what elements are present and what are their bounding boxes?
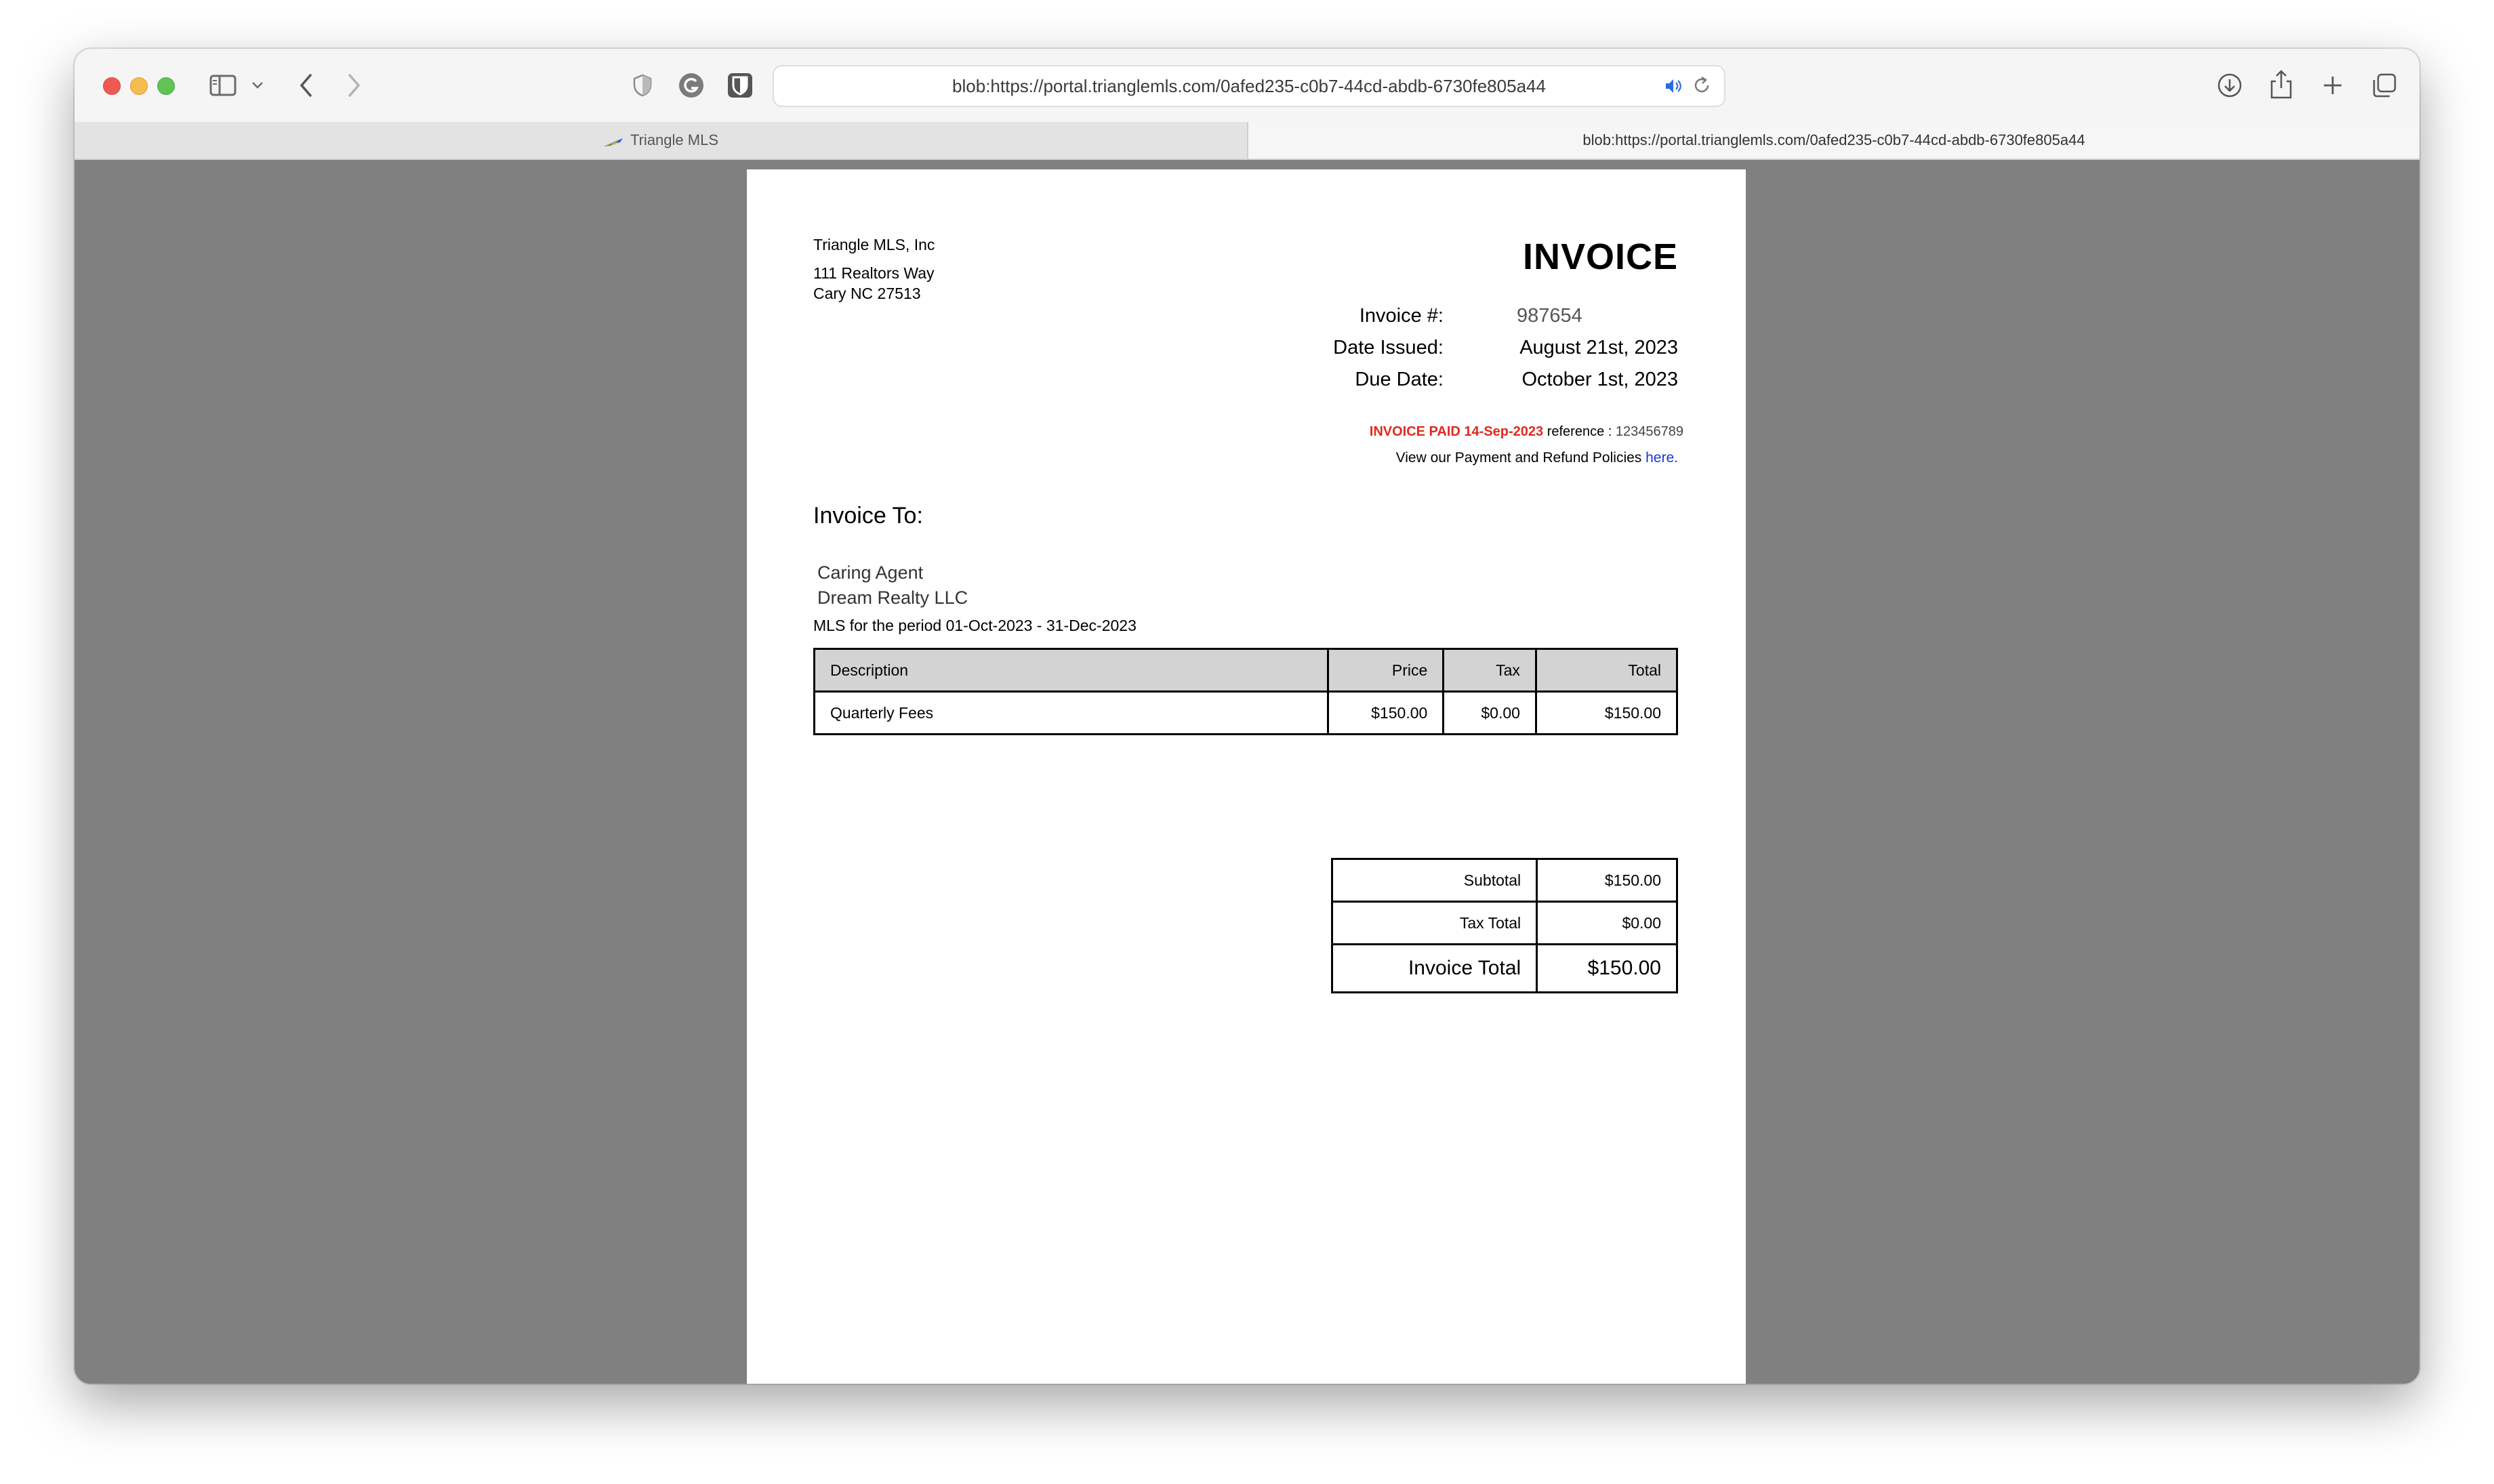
header-description: Description	[815, 649, 1328, 692]
forward-arrow-icon[interactable]	[338, 69, 370, 102]
tax-total-value: $0.00	[1537, 902, 1677, 945]
tab-triangle-mls[interactable]	[75, 122, 1248, 159]
shield-icon[interactable]	[629, 72, 656, 99]
header-total: Total	[1536, 649, 1677, 692]
invoice-total-row	[1332, 945, 1677, 993]
sidebar-icon[interactable]	[209, 72, 237, 99]
back-arrow-icon[interactable]	[290, 69, 323, 102]
invoice-page	[747, 169, 1746, 1384]
date-issued: August 21st, 2023	[1519, 337, 1678, 358]
tab-label: Triangle MLS	[630, 131, 718, 148]
customer-company: Dream Realty LLC	[817, 588, 968, 608]
header-price: Price	[1328, 649, 1444, 692]
tab-label: blob:https://portal.trianglemls.com/0afed235-c0b7-44cd-abdb-6730fe805a44	[1582, 131, 2085, 148]
table-row	[815, 692, 1677, 735]
plus-icon[interactable]	[2316, 69, 2349, 102]
policy-line	[1396, 450, 1678, 466]
reload-icon[interactable]	[1692, 75, 1712, 96]
invoice-title: INVOICE	[1522, 236, 1678, 277]
invoice-total-label: Invoice Total	[1332, 945, 1537, 993]
company-name: Triangle MLS, Inc	[813, 236, 935, 253]
subtotal-label: Subtotal	[1332, 859, 1537, 902]
tax-total-label: Tax Total	[1332, 902, 1537, 945]
minimize-window-button[interactable]	[130, 77, 148, 95]
pdf-viewer[interactable]	[75, 160, 2419, 1384]
reference-label: reference :	[1547, 424, 1612, 439]
company-address-line2: Cary NC 27513	[813, 285, 921, 302]
tab-blob-invoice[interactable]	[1248, 122, 2419, 159]
url-text[interactable]: blob:https://portal.trianglemls.com/0afed235-c0b7-44cd-abdb-6730fe805a44	[952, 75, 1546, 96]
policy-suffix: .	[1674, 450, 1678, 466]
download-icon[interactable]	[2213, 69, 2246, 102]
share-icon[interactable]	[2265, 66, 2297, 102]
triangle-mls-favicon-icon	[603, 134, 624, 146]
billing-period: MLS for the period 01-Oct-2023 - 31-Dec-2023	[813, 617, 1137, 634]
row-tax: $0.00	[1444, 692, 1536, 735]
table-header-row	[815, 649, 1677, 692]
customer-name: Caring Agent	[817, 562, 924, 583]
subtotal-row	[1332, 859, 1677, 902]
grammarly-icon[interactable]	[676, 70, 706, 100]
line-items-table	[813, 648, 1678, 735]
zoom-window-button[interactable]	[157, 77, 175, 95]
paid-status: INVOICE PAID 14-Sep-2023	[1369, 424, 1544, 439]
invoice-number-label: Invoice #:	[1359, 305, 1444, 327]
totals-table	[1331, 858, 1678, 993]
invoice-to-heading: Invoice To:	[813, 503, 923, 529]
invoice-total-value: $150.00	[1537, 945, 1677, 993]
tax-total-row	[1332, 902, 1677, 945]
payment-status-line	[1370, 424, 1683, 440]
browser-window	[75, 49, 2419, 1384]
date-issued-label: Date Issued:	[1333, 337, 1444, 358]
invoice-number: 987654	[1517, 305, 1582, 327]
row-total: $150.00	[1536, 692, 1677, 735]
policy-link[interactable]: here	[1645, 450, 1675, 466]
bitwarden-icon[interactable]	[725, 70, 755, 100]
header-tax: Tax	[1444, 649, 1536, 692]
row-description: Quarterly Fees	[815, 692, 1328, 735]
policy-text: View our Payment and Refund Policies	[1395, 450, 1646, 466]
address-bar[interactable]	[773, 65, 1725, 107]
chevron-down-icon[interactable]	[249, 76, 266, 95]
browser-toolbar	[75, 49, 2419, 123]
reference-number: 123456789	[1615, 424, 1683, 439]
tabs-overview-icon[interactable]	[2368, 69, 2400, 102]
row-price: $150.00	[1328, 692, 1444, 735]
company-address-line1: 111 Realtors Way	[813, 264, 935, 282]
subtotal-value: $150.00	[1537, 859, 1677, 902]
close-window-button[interactable]	[103, 77, 121, 95]
due-date: October 1st, 2023	[1521, 369, 1678, 390]
due-date-label: Due Date:	[1355, 369, 1444, 390]
tab-bar	[75, 122, 2419, 160]
speaker-icon[interactable]	[1663, 76, 1683, 96]
